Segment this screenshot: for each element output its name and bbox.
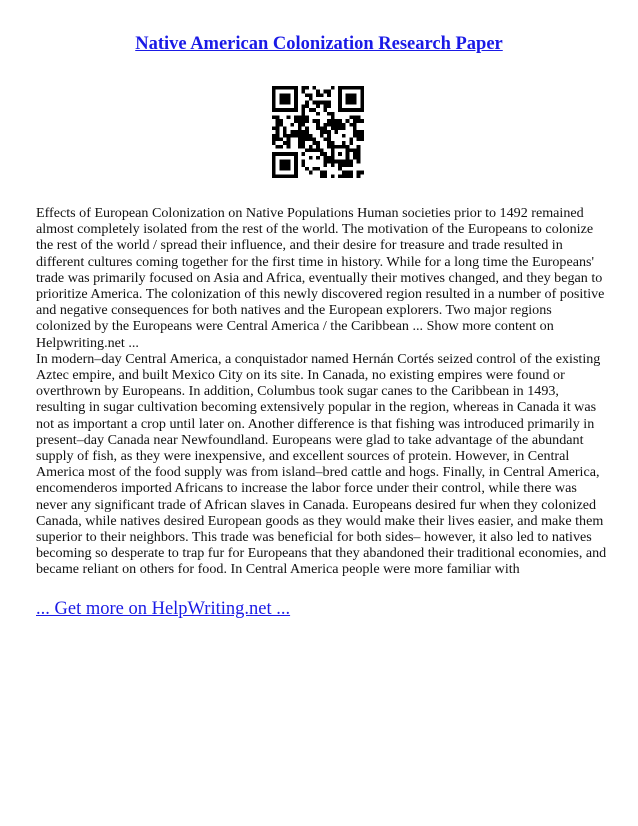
get-more-link[interactable]: ... Get more on HelpWriting.net ... bbox=[36, 599, 291, 619]
body-text bbox=[36, 205, 608, 578]
paragraph: In modern–day Central America, a conquistador named Hernán Cortés seized control of the existing Aztec empire, and built Mexico City on its site. In Canada, no existing empires were found or overthrown by Europeans. In addition, Columbus took sugar canes to the Caribbean in 1493, resulting in sugar cultivation becoming extensively popular in the region, whereas in Canada it was not as important a crop until later on. Another difference is that fishing was introduced primarily in present–day Canada near Newfoundland. Europeans were glad to take advantage of the abundant supply of fish, as they were inexpensive, and excellent sources of protein. However, in Central America most of the food supply was from island–bred cattle and hogs. Finally, in Central America, encomenderos imported Africans to increase the labor force under their control, while there was never any significant trade of African slaves in Canada. Europeans desired fur when they colonized Canada, while natives desired European goods as they would make their lives easier, and make them superior to their neighbors. This trade was beneficial for both sides– however, it also led to natives becoming so desperate to trap fur for Europeans that they abandoned their traditional economies, and became reliant on others for food. In Central America people were more familiar with bbox=[36, 350, 607, 578]
qr-code-icon bbox=[272, 86, 364, 178]
document-title-link[interactable]: Native American Colonization Research Paper bbox=[135, 34, 503, 54]
paragraph: Effects of European Colonization on Native Populations Human societies prior to 1492 remained almost completely isolated from the rest of the world. The motivation of the Europeans to colonize the rest of the world / spread their influence, and their desire for treasure and trade resulted in different cultures coming together for the first time in history. While for a long time the Europeans' trade was primarily focused on Asia and Africa, eventually their motives changed, and they began to prioritize America. The colonization of this newly discovered region resulted in a number of positive and negative consequences for both natives and the European explorers. Two major regions colonized by the Europeans were Central America / the Caribbean ... Show more content on Helpwriting.net ... bbox=[36, 205, 605, 351]
